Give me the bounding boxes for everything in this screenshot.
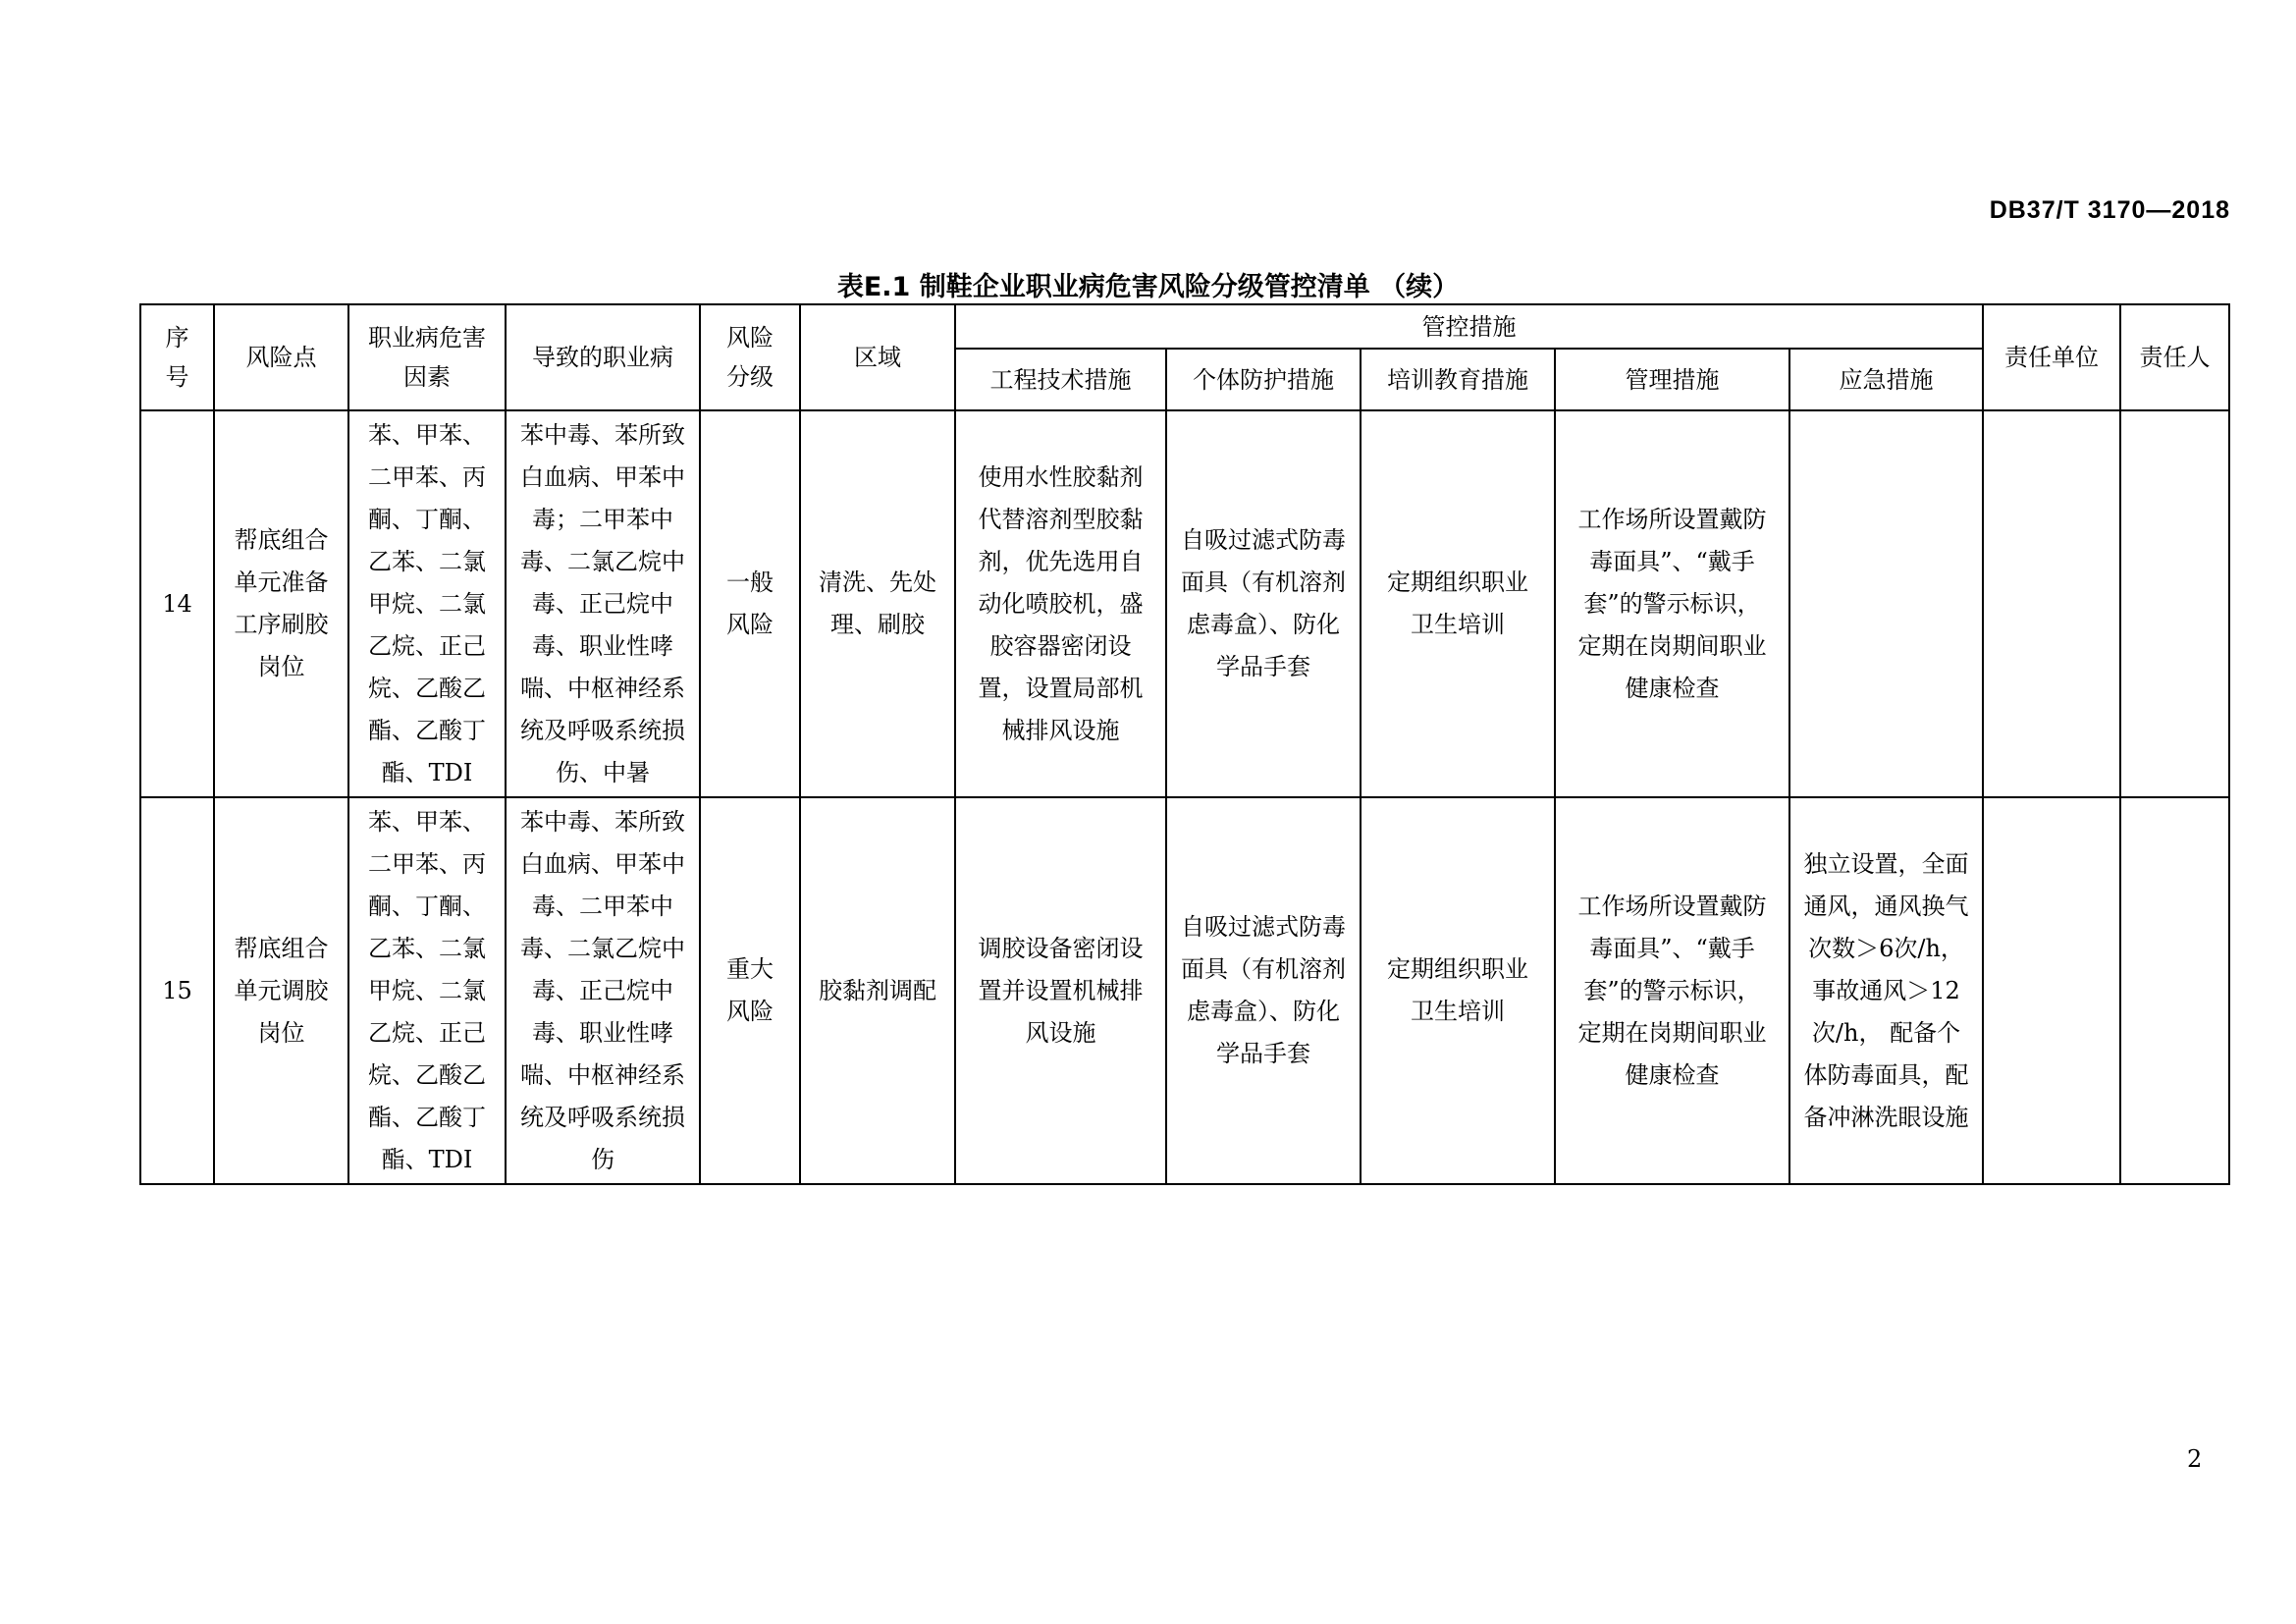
- cell-person: [2120, 797, 2229, 1184]
- cell-hazard: 苯、甲苯、二甲苯、丙酮、丁酮、乙苯、二氯甲烷、二氯乙烷、正己烷、乙酸乙酯、乙酸丁酯、TDI: [348, 410, 506, 797]
- cell-disease: 苯中毒、苯所致白血病、甲苯中毒；二甲苯中毒、二氯乙烷中毒、正己烷中毒、职业性哮喘、中枢神经系统及呼吸系统损伤、中暑: [506, 410, 700, 797]
- cell-unit: [1983, 797, 2120, 1184]
- cell-seq: 15: [140, 797, 214, 1184]
- header-person: 责任人: [2120, 304, 2229, 410]
- cell-area: 胶黏剂调配: [800, 797, 955, 1184]
- cell-area: 清洗、先处理、刷胶: [800, 410, 955, 797]
- cell-emergency: 独立设置，全面通风，通风换气次数＞6次/h，事故通风＞12次/h， 配备个体防毒面具，配备冲淋洗眼设施: [1789, 797, 1983, 1184]
- standard-code: DB37/T 3170—2018: [1989, 196, 2230, 224]
- cell-risk-point: 帮底组合单元准备工序刷胶岗位: [214, 410, 348, 797]
- cell-level: 一般风险: [700, 410, 800, 797]
- table-row: [140, 797, 2229, 1184]
- header-hazard: 职业病危害因素: [348, 304, 506, 410]
- page-number: 2: [2187, 1445, 2203, 1473]
- table-title: 表E.1 制鞋企业职业病危害风险分级管控清单 （续）: [836, 272, 1460, 302]
- header-seq: 序号: [140, 304, 214, 410]
- cell-hazard: 苯、甲苯、二甲苯、丙酮、丁酮、乙苯、二氯甲烷、二氯乙烷、正己烷、乙酸乙酯、乙酸丁酯、TDI: [348, 797, 506, 1184]
- cell-training: 定期组织职业卫生培训: [1361, 410, 1555, 797]
- header-level: 风险分级: [700, 304, 800, 410]
- cell-training: 定期组织职业卫生培训: [1361, 797, 1555, 1184]
- cell-risk-point: 帮底组合单元调胶岗位: [214, 797, 348, 1184]
- cell-ppe: 自吸过滤式防毒面具（有机溶剂虑毒盒）、防化学品手套: [1166, 410, 1361, 797]
- cell-person: [2120, 410, 2229, 797]
- cell-seq: 14: [140, 410, 214, 797]
- cell-emergency: [1789, 410, 1983, 797]
- table-row: [140, 410, 2229, 797]
- header-area: 区域: [800, 304, 955, 410]
- header-unit: 责任单位: [1983, 304, 2120, 410]
- header-management: 管理措施: [1555, 349, 1789, 410]
- cell-unit: [1983, 410, 2120, 797]
- header-risk-point: 风险点: [214, 304, 348, 410]
- header-row-1: [140, 304, 2229, 349]
- header-emergency: 应急措施: [1789, 349, 1983, 410]
- header-disease: 导致的职业病: [506, 304, 700, 410]
- cell-level: 重大风险: [700, 797, 800, 1184]
- header-control: 管控措施: [955, 304, 1983, 349]
- header-training: 培训教育措施: [1361, 349, 1555, 410]
- header-ppe: 个体防护措施: [1166, 349, 1361, 410]
- cell-management: 工作场所设置戴防毒面具”、“戴手套”的警示标识，定期在岗期间职业健康检查: [1555, 797, 1789, 1184]
- risk-control-table: [139, 303, 2230, 1185]
- cell-engineering: 调胶设备密闭设置并设置机械排风设施: [955, 797, 1166, 1184]
- cell-disease: 苯中毒、苯所致白血病、甲苯中毒、二甲苯中毒、二氯乙烷中毒、正己烷中毒、职业性哮喘、中枢神经系统及呼吸系统损伤: [506, 797, 700, 1184]
- cell-management: 工作场所设置戴防毒面具”、“戴手套”的警示标识，定期在岗期间职业健康检查: [1555, 410, 1789, 797]
- header-engineering: 工程技术措施: [955, 349, 1166, 410]
- cell-engineering: 使用水性胶黏剂代替溶剂型胶黏剂，优先选用自动化喷胶机，盛胶容器密闭设置，设置局部机械排风设施: [955, 410, 1166, 797]
- cell-ppe: 自吸过滤式防毒面具（有机溶剂虑毒盒）、防化学品手套: [1166, 797, 1361, 1184]
